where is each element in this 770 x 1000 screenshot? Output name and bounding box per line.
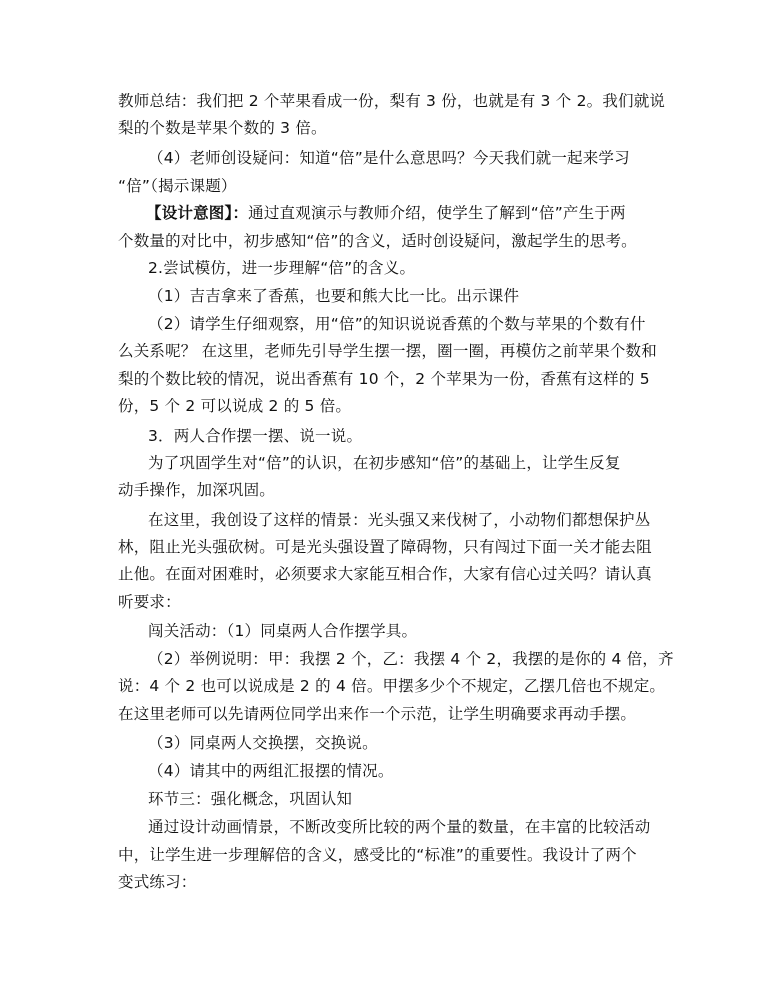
text-line: 教师总结：我们把 2 个苹果看成一份，梨有 3 份，也就是有 3 个 2。我们就说 bbox=[118, 92, 666, 110]
design-intent-paragraph bbox=[146, 203, 626, 227]
text-line: 梨的个数比较的情况，说出香蕉有 10 个，2 个苹果为一份，香蕉有这样的 5 bbox=[118, 370, 650, 388]
design-intent-text: 通过直观演示与教师介绍，使学生了解到“倍”产生于两 bbox=[248, 204, 626, 222]
text-line: 说：4 个 2 也可以说成是 2 的 4 倍。甲摆多少个不规定，乙摆几倍也不规定。 bbox=[118, 677, 666, 695]
section-heading: 3．两人合作摆一摆、说一说。 bbox=[148, 427, 363, 445]
text-line: （4）老师创设疑问：知道“倍”是什么意思吗？今天我们就一起来学习 bbox=[148, 149, 630, 167]
text-line: 为了巩固学生对“倍”的认识，在初步感知“倍”的基础上，让学生反复 bbox=[148, 454, 621, 472]
text-line: 动手操作，加深巩固。 bbox=[118, 481, 276, 499]
text-line: 在这里老师可以先请两位同学出来作一个示范，让学生明确要求再动手摆。 bbox=[118, 705, 637, 723]
text-line: “倍”（揭示课题） bbox=[118, 177, 237, 195]
section-heading: 2.尝试模仿，进一步理解“倍”的含义。 bbox=[148, 259, 416, 277]
text-line: 听要求： bbox=[118, 593, 181, 611]
text-line: （4）请其中的两组汇报摆的情况。 bbox=[148, 762, 394, 780]
text-line: 梨的个数是苹果个数的 3 倍。 bbox=[118, 119, 327, 137]
text-line: 通过设计动画情景，不断改变所比较的两个量的数量，在丰富的比较活动 bbox=[148, 818, 651, 836]
text-line: 林，阻止光头强砍树。可是光头强设置了障碍物，只有闯过下面一关才能去阻 bbox=[118, 538, 652, 556]
text-line: （2）请学生仔细观察，用“倍”的知识说说香蕉的个数与苹果的个数有什 bbox=[148, 315, 646, 333]
text-line: （2）举例说明：甲：我摆 2 个，乙：我摆 4 个 2，我摆的是你的 4 倍，齐 bbox=[148, 650, 674, 668]
design-intent-label: 【设计意图】： bbox=[146, 204, 249, 222]
text-line: （1）吉吉拿来了香蕉，也要和熊大比一比。出示课件 bbox=[148, 287, 520, 305]
text-line: 份，5 个 2 可以说成 2 的 5 倍。 bbox=[118, 397, 352, 415]
text-line: 中，让学生进一步理解倍的含义，感受比的“标准”的重要性。我设计了两个 bbox=[118, 846, 637, 864]
text-line: 闯关活动：（1）同桌两人合作摆学具。 bbox=[148, 622, 418, 640]
text-line: 变式练习： bbox=[118, 873, 197, 891]
text-line: 在这里，我创设了这样的情景：光头强又来伐树了，小动物们都想保护丛 bbox=[148, 511, 651, 529]
text-line: 么关系呢？ 在这里，老师先引导学生摆一摆，圈一圈，再模仿之前苹果个数和 bbox=[118, 342, 657, 360]
text-line: 止他。在面对困难时，必须要求大家能互相合作，大家有信心过关吗？请认真 bbox=[118, 565, 652, 583]
text-line: （3）同桌两人交换摆，交换说。 bbox=[148, 734, 378, 752]
section-heading: 环节三：强化概念，巩固认知 bbox=[148, 790, 353, 808]
text-line: 个数量的对比中，初步感知“倍”的含义，适时创设疑问，激起学生的思考。 bbox=[118, 232, 637, 250]
